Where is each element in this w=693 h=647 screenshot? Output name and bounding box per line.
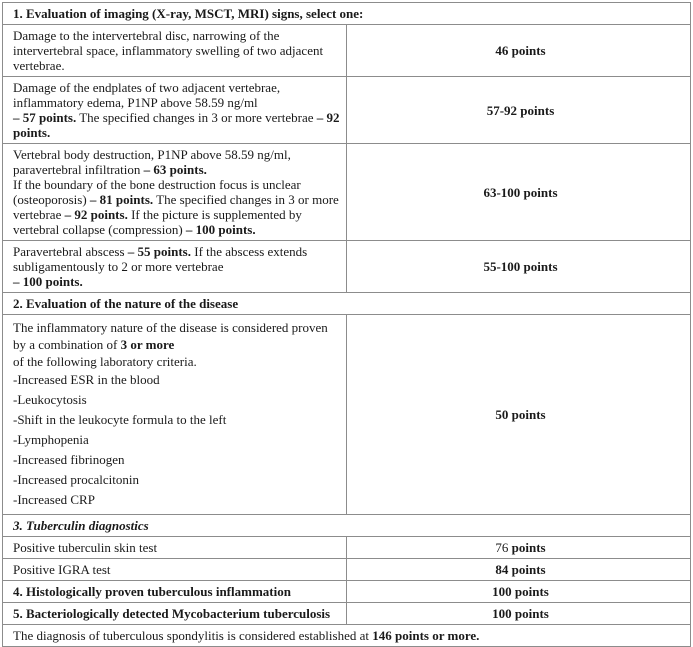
- criterion-points: 84 points: [347, 559, 691, 581]
- bold-fragment: – 81 points.: [89, 192, 154, 207]
- table-row: [3, 537, 691, 559]
- criterion-points: 100 points: [347, 581, 691, 603]
- bold-fragment: – 100 points.: [185, 222, 256, 237]
- criterion-points: 46 points: [347, 25, 691, 77]
- bold-fragment: – 55 points.: [127, 244, 191, 259]
- bold-fragment: – 92 points.: [13, 110, 340, 140]
- list-item: -Increased ESR in the blood: [13, 372, 160, 387]
- bold-fragment: 3 or more: [120, 337, 175, 352]
- bold-fragment: – 57 points.: [13, 110, 77, 125]
- section-title: 3. Tuberculin diagnostics: [3, 515, 691, 537]
- criterion-points: [347, 537, 691, 559]
- text-fragment: of the following laboratory criteria.: [13, 354, 197, 369]
- points-number: 76: [495, 540, 509, 555]
- list-item: -Increased procalcitonin: [13, 472, 139, 487]
- list-item: -Shift in the leukocyte formula to the left: [13, 412, 227, 427]
- list-item: -Leukocytosis: [13, 392, 87, 407]
- criterion-points: 55-100 points: [347, 241, 691, 293]
- section-tuberculin-header: [3, 515, 691, 537]
- text-fragment: If the boundary of the bone destruction focus is unclear (osteoporosis): [13, 177, 301, 207]
- text-fragment: The specified changes in 3 or more vertebrae: [76, 110, 317, 125]
- section-title: 4. Histologically proven tuberculous inflammation: [3, 581, 347, 603]
- list-item: -Increased fibrinogen: [13, 452, 125, 467]
- text-fragment: Paravertebral abscess: [13, 244, 128, 259]
- criterion-points: 63-100 points: [347, 144, 691, 241]
- criterion-text: [3, 144, 347, 241]
- text-fragment: Damage of the endplates of two adjacent vertebrae, inflammatory edema, P1NP above 58.59 ng/ml: [13, 80, 281, 110]
- list-item: -Lymphopenia: [13, 432, 89, 447]
- table-row: [3, 25, 691, 77]
- table-row: [3, 144, 691, 241]
- bold-fragment: – 92 points.: [64, 207, 128, 222]
- lab-criteria: [3, 315, 347, 515]
- criterion-points: 50 points: [347, 315, 691, 515]
- criterion-text: [3, 77, 347, 144]
- criterion-text: Positive tuberculin skin test: [3, 537, 347, 559]
- section-nature-header: [3, 293, 691, 315]
- text-fragment: If the abscess extends subligamentously to 2 or more vertebrae: [13, 244, 308, 274]
- bold-fragment: – 100 points.: [13, 274, 83, 289]
- criterion-text: Damage to the intervertebral disc, narrowing of the intervertebral space, inflammatory swelling of two adjacent vertebrae.: [3, 25, 347, 77]
- points-unit: points: [508, 540, 546, 555]
- section-title: 2. Evaluation of the nature of the disease: [3, 293, 691, 315]
- bold-fragment: 146 points or more.: [372, 628, 480, 643]
- table-row: [3, 77, 691, 144]
- text-fragment: Vertebral body destruction, P1NP above 58.59 ng/ml, paravertebral infiltration: [13, 147, 291, 177]
- section-title: 1. Evaluation of imaging (X-ray, MSCT, MRI) signs, select one:: [3, 3, 691, 25]
- section-title: 5. Bacteriologically detected Mycobacterium tuberculosis: [3, 603, 347, 625]
- lab-intro: [13, 319, 340, 370]
- text-fragment: The inflammatory nature of the disease is considered proven by a combination of: [13, 320, 328, 352]
- text-fragment: If the picture is supplemented by vertebral collapse (compression): [13, 207, 302, 237]
- conclusion-text: [3, 625, 691, 647]
- diagnostic-criteria-table: [2, 2, 691, 647]
- conclusion-row: [3, 625, 691, 647]
- section-histology: [3, 581, 691, 603]
- criterion-text: Positive IGRA test: [3, 559, 347, 581]
- table-row: [3, 315, 691, 515]
- section-imaging-header: [3, 3, 691, 25]
- text-fragment: The specified changes in 3 or more vertebrae: [13, 192, 339, 222]
- table-row: [3, 559, 691, 581]
- criterion-points: 57-92 points: [347, 77, 691, 144]
- table-row: [3, 241, 691, 293]
- criterion-text: [3, 241, 347, 293]
- section-bacteriology: [3, 603, 691, 625]
- text-fragment: The diagnosis of tuberculous spondylitis is considered established at: [13, 628, 373, 643]
- criterion-points: 100 points: [347, 603, 691, 625]
- list-item: -Increased CRP: [13, 492, 95, 507]
- bold-fragment: – 63 points.: [143, 162, 207, 177]
